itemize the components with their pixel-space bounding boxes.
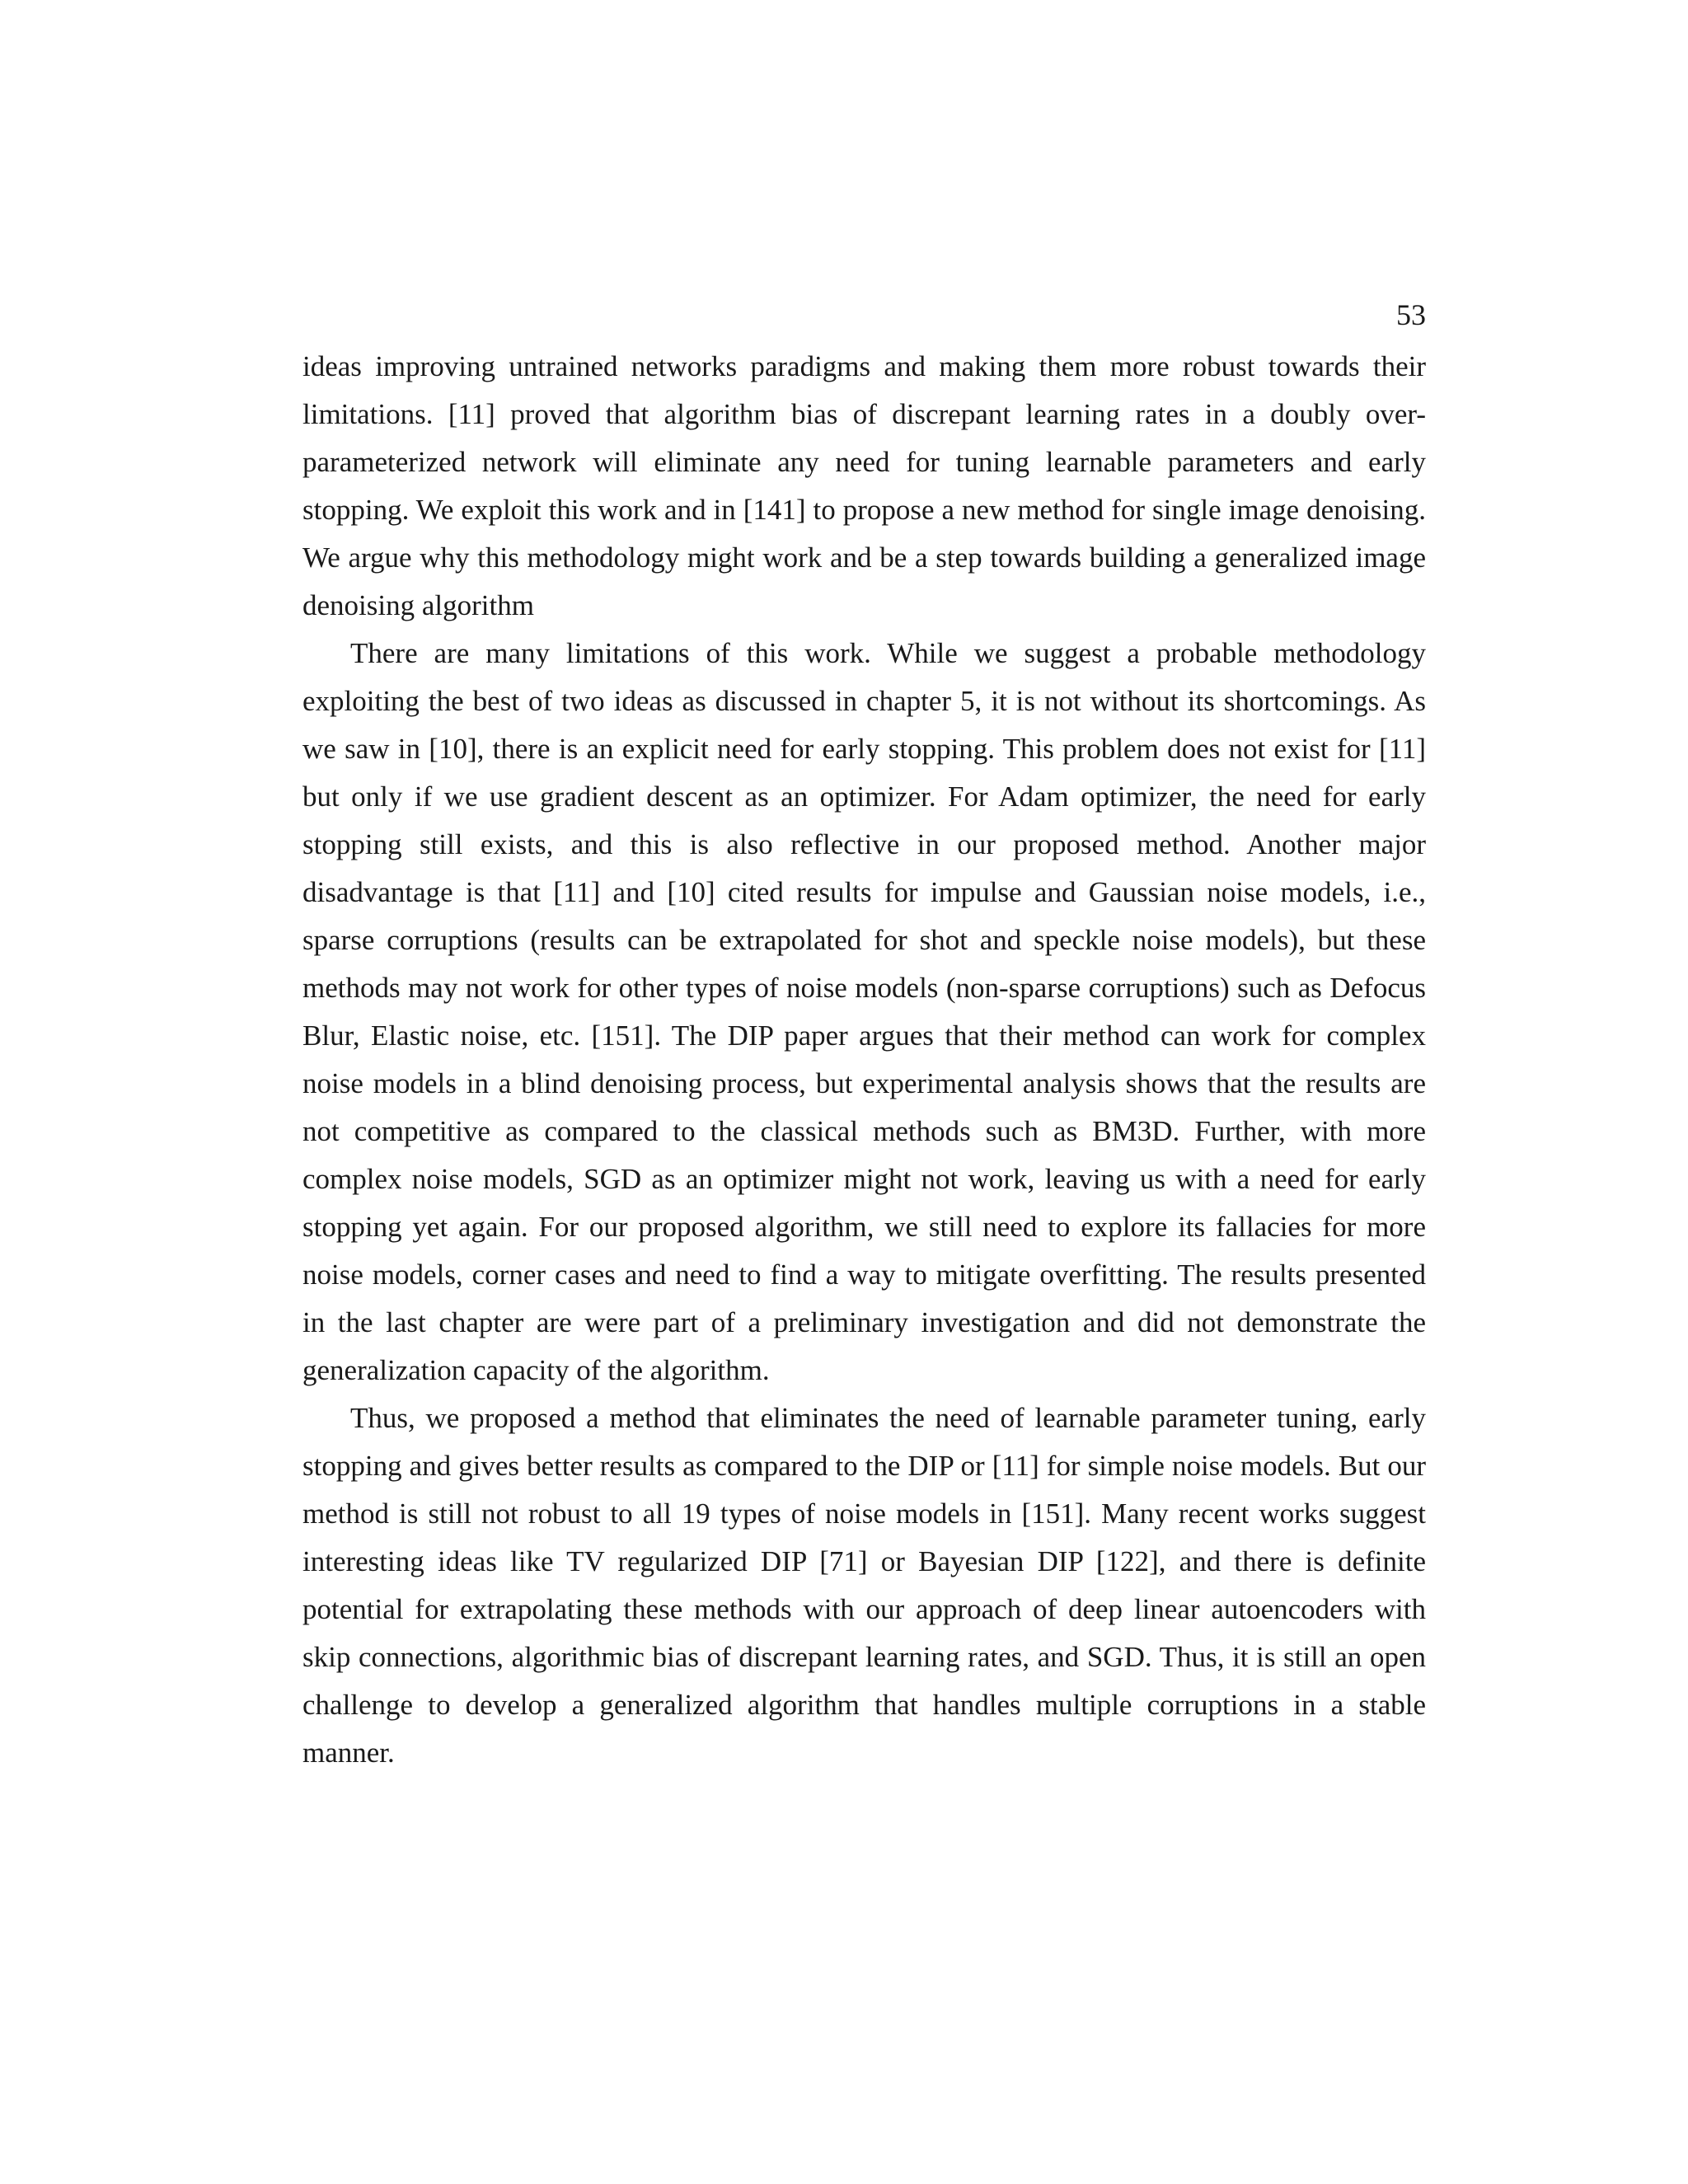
paragraph-continuation: ideas improving untrained networks paradigms and making them more robust towards their limitations. [11] proved that algorithm bias of discrepant learning rates in a doubly over-parameterized network will eliminate any need for tuning learnable parameters and early stopping. We exploit this work and in [141] to propose a new method for single image denoising. We argue why this methodology might work and be a step towards building a generalized image denoising algorithm [302,350,1426,621]
page-number: 53 [1396,298,1426,331]
paragraph-conclusion: Thus, we proposed a method that eliminates the need of learnable parameter tuning, early stopping and gives better results as compared to the DIP or [11] for simple noise models. But our method is still not robust to all 19 types of noise models in [151]. Many recent works suggest interesting ideas like TV regularized DIP [71] or Bayesian DIP [122], and there is definite potential for extrapolating these methods with our approach of deep linear autoencoders with skip connections, algorithmic bias of discrepant learning rates, and SGD. Thus, it is still an open challenge to develop a generalized algorithm that handles multiple corruptions in a stable manner. [302,1402,1426,1769]
body-text [302,343,1426,1777]
paragraph-limitations: There are many limitations of this work. While we suggest a probable methodology exploiting the best of two ideas as discussed in chapter 5, it is not without its shortcomings. As we saw in [10], there is an explicit need for early stopping. This problem does not exist for [11] but only if we use gradient descent as an optimizer. For Adam optimizer, the need for early stopping still exists, and this is also reflective in our proposed method. Another major disadvantage is that [11] and [10] cited results for impulse and Gaussian noise models, i.e., sparse corruptions (results can be extrapolated for shot and speckle noise models), but these methods may not work for other types of noise models (non-sparse corruptions) such as Defocus Blur, Elastic noise, etc. [151]. The DIP paper argues that their method can work for complex noise models in a blind denoising process, but experimental analysis shows that the results are not competitive as compared to the classical methods such as BM3D. Further, with more complex noise models, SGD as an optimizer might not work, leaving us with a need for early stopping yet again. For our proposed algorithm, we still need to explore its fallacies for more noise models, corner cases and need to find a way to mitigate overfitting. The results presented in the last chapter are were part of a preliminary investigation and did not demonstrate the generalization capacity of the algorithm. [302,637,1426,1386]
